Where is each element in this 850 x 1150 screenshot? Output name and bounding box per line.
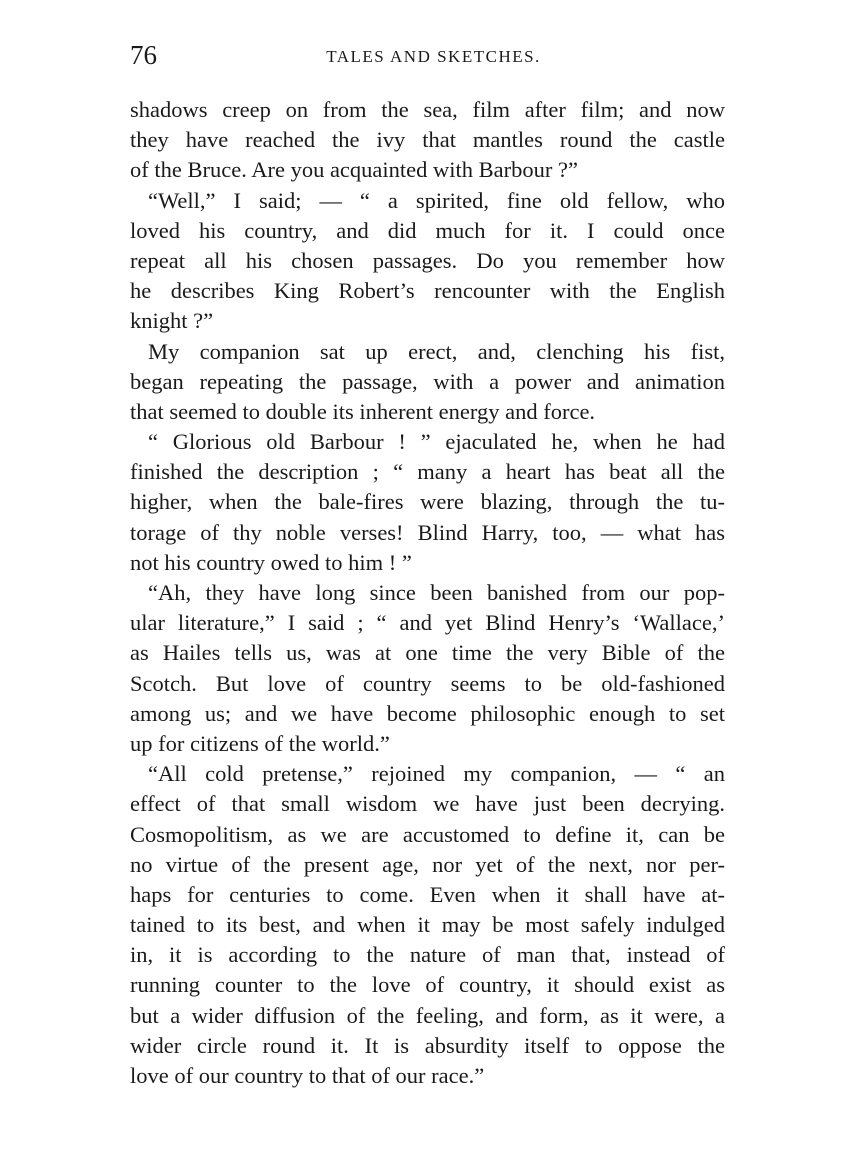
text-line: began repeating the passage, with a power and animation: [130, 368, 725, 394]
text-line: wider circle round it. It is absurdity itself to oppose the: [130, 1032, 725, 1058]
text-line: haps for centuries to come. Even when it shall have at-: [130, 881, 725, 907]
text-line: running counter to the love of country, it should exist as: [130, 972, 725, 998]
text-line: loved his country, and did much for it. I could once: [130, 217, 725, 243]
text-line: ular literature,” I said ; “ and yet Blind Henry’s ‘Wallace,’: [130, 610, 725, 636]
text-line: Cosmopolitism, as we are accustomed to define it, can be: [130, 821, 725, 847]
text-line: love of our country to that of our race.”: [130, 1063, 485, 1088]
text-line: in, it is according to the nature of man that, instead of: [130, 942, 725, 968]
text-line: he describes King Robert’s rencounter with the English: [130, 278, 725, 304]
text-line: higher, when the bale-fires were blazing, through the tu-: [130, 489, 725, 515]
text-line: no virtue of the present age, nor yet of the next, nor per-: [130, 851, 725, 877]
text-line: among us; and we have become philosophic enough to set: [130, 700, 725, 726]
text-line: “Ah, they have long since been banished from our pop-: [148, 580, 725, 605]
text-line: as Hailes tells us, was at one time the very Bible of the: [130, 640, 725, 666]
running-title: TALES AND SKETCHES.: [326, 47, 541, 66]
text-line: they have reached the ivy that mantles round the castle: [130, 127, 725, 153]
text-line: that seemed to double its inherent energy and force.: [130, 398, 596, 424]
text-line: “Well,” I said; — “ a spirited, fine old fellow, who: [148, 187, 725, 213]
text-line: My companion sat up erect, and, clenching his fist,: [148, 338, 725, 364]
body-text: [130, 95, 725, 1091]
text-line: not his country owed to him ! ”: [130, 549, 412, 575]
text-line: torage of thy noble verses! Blind Harry, too, — what has: [130, 519, 725, 545]
text-line: tained to its best, and when it may be most safely indulged: [130, 912, 725, 938]
text-line: shadows creep on from the sea, film after film; and now: [130, 97, 725, 122]
page-number: 76: [130, 40, 157, 70]
text-line: finished the description ; “ many a heart has beat all the: [130, 459, 725, 485]
text-line: up for citizens of the world.”: [130, 730, 390, 756]
text-line: effect of that small wisdom we have just been decrying.: [130, 791, 725, 817]
text-line: Scotch. But love of country seems to be old-fashioned: [130, 670, 725, 696]
running-head: [130, 40, 725, 70]
text-line: repeat all his chosen passages. Do you remember how: [130, 247, 725, 273]
text-line: but a wider diffusion of the feeling, and form, as it were, a: [130, 1002, 725, 1028]
text-line: “All cold pretense,” rejoined my companion, — “ an: [148, 761, 725, 787]
text-line: knight ?”: [130, 308, 214, 334]
text-line: “ Glorious old Barbour ! ” ejaculated he, when he had: [148, 429, 725, 455]
text-line: of the Bruce. Are you acquainted with Barbour ?”: [130, 157, 578, 183]
